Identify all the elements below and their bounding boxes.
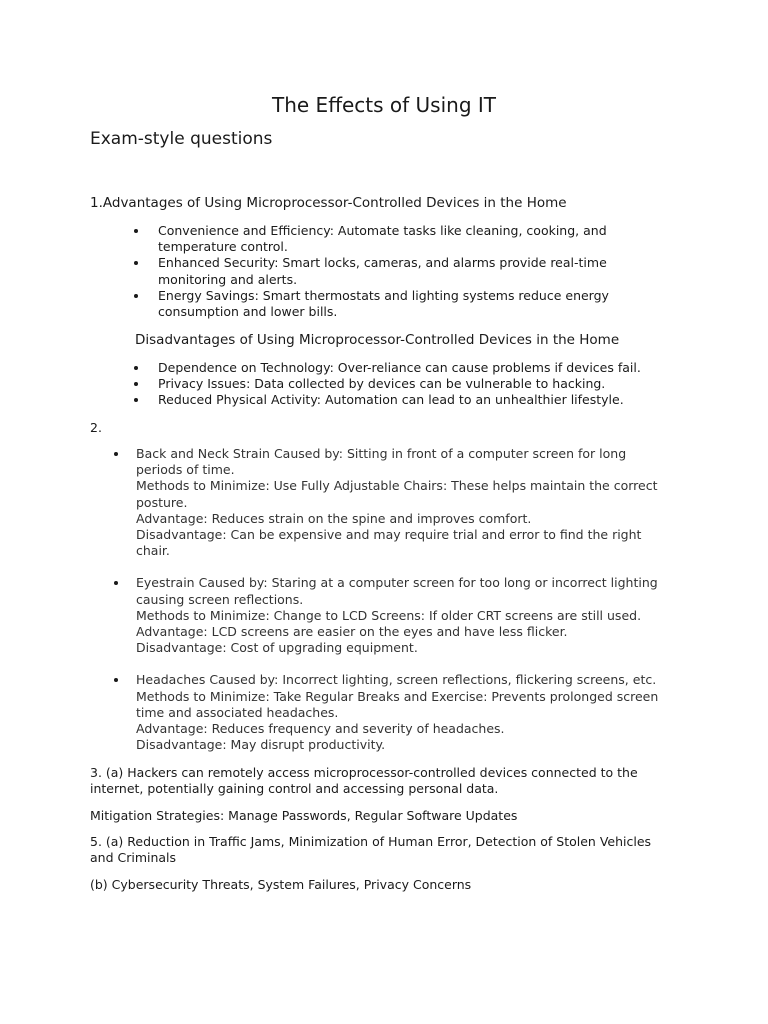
list-item: Dependence on Technology: Over-reliance can cause problems if devices fail.: [158, 360, 678, 376]
q5-answer-a: 5. (a) Reduction in Traffic Jams, Minimization of Human Error, Detection of Stolen Vehicles and Criminals: [90, 834, 652, 866]
q1-disadvantages-list: [158, 360, 678, 409]
q2-list: [136, 446, 676, 753]
document-title: The Effects of Using IT: [272, 93, 496, 117]
list-item: Privacy Issues: Data collected by devices can be vulnerable to hacking.: [158, 376, 678, 392]
q1-heading: 1.Advantages of Using Microprocessor-Controlled Devices in the Home: [90, 195, 567, 211]
list-item: Energy Savings: Smart thermostats and lighting systems reduce energy consumption and lower bills.: [158, 288, 638, 320]
bullet-icon: [134, 229, 138, 233]
bullet-icon: [134, 366, 138, 370]
list-item: Reduced Physical Activity: Automation can lead to an unhealthier lifestyle.: [158, 392, 678, 408]
bullet-icon: [114, 678, 118, 682]
bullet-icon: [134, 382, 138, 386]
q3-mitigation: Mitigation Strategies: Manage Passwords, Regular Software Updates: [90, 808, 518, 823]
bullet-icon: [114, 452, 118, 456]
list-item: Back and Neck Strain Caused by: Sitting in front of a computer screen for long periods of time. Methods to Minimize: Use Fully Adjustable Chairs: These helps maintain the correct posture. Advantage: Reduces strain on the spine and improves comfort. Disadvantage: Can be expensive and may require trial and error to find the right chair.: [136, 446, 676, 559]
list-item: Headaches Caused by: Incorrect lighting, screen reflections, flickering screens, etc. Methods to Minimize: Take Regular Breaks and Exercise: Prevents prolonged screen time and associated headaches. Advantage: Reduces frequency and severity of headaches. Disadvantage: May disrupt productivity.: [136, 672, 676, 753]
bullet-icon: [134, 261, 138, 265]
bullet-icon: [134, 398, 138, 402]
bullet-icon: [134, 294, 138, 298]
q2-number: 2.: [90, 420, 102, 435]
list-item: Enhanced Security: Smart locks, cameras, and alarms provide real-time monitoring and alerts.: [158, 255, 638, 287]
q5-answer-b: (b) Cybersecurity Threats, System Failures, Privacy Concerns: [90, 877, 472, 892]
bullet-icon: [114, 581, 118, 585]
list-item: Eyestrain Caused by: Staring at a computer screen for too long or incorrect lighting causing screen reflections. Methods to Minimize: Change to LCD Screens: If older CRT screens are still used. Advantage: LCD screens are easier on the eyes and have less flicker. Disadvantage: Cost of upgrading equipment.: [136, 575, 676, 656]
q1-disadvantages-heading: Disadvantages of Using Microprocessor-Controlled Devices in the Home: [135, 332, 620, 348]
section-subtitle: Exam-style questions: [90, 129, 273, 149]
q1-advantages-list: [158, 223, 638, 320]
q3-answer-a: 3. (a) Hackers can remotely access microprocessor-controlled devices connected to the internet, potentially gaining control and accessing personal data.: [90, 765, 638, 797]
list-item: Convenience and Efficiency: Automate tasks like cleaning, cooking, and temperature control.: [158, 223, 638, 255]
